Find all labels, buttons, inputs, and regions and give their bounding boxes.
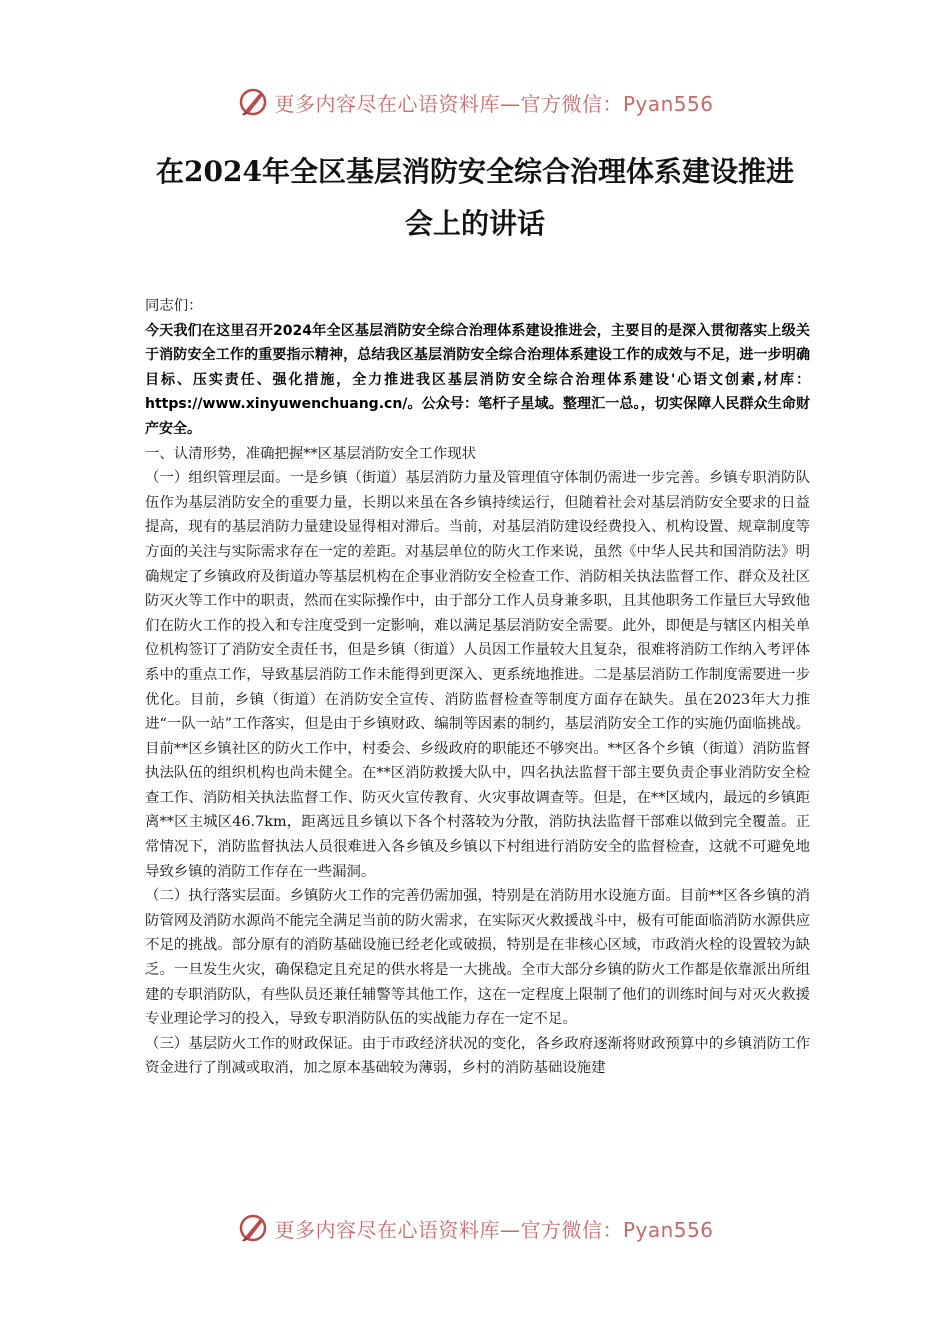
header-watermark-banner	[0, 82, 950, 122]
document-title	[120, 146, 830, 250]
intro-paragraph: 今天我们在这里召开2024年全区基层消防安全综合治理体系建设推进会，主要目的是深入贯彻落实上级关于消防安全工作的重要指示精神，总结我区基层消防安全综合治理体系建设工作的成效与不足，进一步明确目标、压实责任、强化措施，全力推进我区基层消防安全综合治理体系建设'心语文创素,材库：https://www.xinyuwenchuang.cn/。公众号：笔杆子星域。整理汇一总。，切实保障人民群众生命财产安全。	[145, 322, 810, 437]
footer-watermark-banner	[0, 1208, 950, 1248]
title-line-2: 会上的讲话	[404, 207, 545, 240]
watermark-text: 更多内容尽在心语资料库—官方微信：Pyan556	[274, 1217, 714, 1242]
watermark-text: 更多内容尽在心语资料库—官方微信：Pyan556	[274, 91, 714, 116]
title-line-1: 在2024年全区基层消防安全综合治理体系建设推进	[156, 155, 794, 188]
section-heading: 一、认清形势，准确把握**区基层消防安全工作现状	[145, 445, 476, 462]
body-paragraph: （三）基层防火工作的财政保证。由于市政经济状况的变化，各乡政府逐渐将财政预算中的乡镇消防工作资金进行了削减或取消，加之原本基础较为薄弱，乡村的消防基础设施建	[145, 1035, 810, 1077]
brush-logo-icon	[236, 85, 270, 119]
body-paragraph: （二）执行落实层面。乡镇防火工作的完善仍需加强，特别是在消防用水设施方面。目前**区各乡镇的消防管网及消防水源尚不能完全满足当前的防火需求，在实际灭火救援战斗中，极有可能面临消防水源供应不足的挑战。部分原有的消防基础设施已经老化或破损，特别是在非核心区域，市政消火栓的设置较为缺乏。一旦发生火灾，确保稳定且充足的供水将是一大挑战。全市大部分乡镇的防火工作都是依靠派出所组建的专职消防队，有些队员还兼任辅警等其他工作，这在一定程度上限制了他们的训练时间与对灭火救援专业理论学习的投入，导致专职消防队伍的实战能力存在一定不足。	[145, 888, 810, 1028]
salutation: 同志们：	[145, 298, 203, 314]
body-paragraph: （一）组织管理层面。一是乡镇（街道）基层消防力量及管理值守体制仍需进一步完善。乡镇专职消防队伍作为基层消防安全的重要力量，长期以来虽在各乡镇持续运行，但随着社会对基层消防安全要求的日益提高，现有的基层消防力量建设显得相对滞后。当前，对基层消防建设经费投入、机构设置、规章制度等方面的关注与实际需求存在一定的差距。对基层单位的防火工作来说，虽然《中华人民共和国消防法》明确规定了乡镇政府及街道办等基层机构在企事业消防安全检查工作、消防相关执法监督工作、群众及社区防灭火等工作中的职责，然而在实际操作中，由于部分工作人员身兼多职，且其他职务工作量巨大导致他们在防火工作的投入和专注度受到一定影响，难以满足基层消防安全需要。此外，即便是与辖区内相关单位机构签订了消防安全责任书，但是乡镇（街道）人员因工作量较大且复杂，很难将消防工作纳入考评体系中的重点工作，导致基层消防工作未能得到更深入、更系统地推进。二是基层消防工作制度需要进一步优化。目前，乡镇（街道）在消防安全宣传、消防监督检查等制度方面存在缺失。虽在2023年大力推进“一队一站”工作落实，但是由于乡镇财政、编制等因素的制约，基层消防安全工作的实施仍面临挑战。目前**区乡镇社区的防火工作中，村委会、乡级政府的职能还不够突出。**区各个乡镇（街道）消防监督执法队伍的组织机构也尚未健全。在**区消防救援大队中，四名执法监督干部主要负责企事业消防安全检查工作、消防相关执法监督工作、防灭火宣传教育、火灾事故调查等。但是，在**区域内，最远的乡镇距离**区主城区46.7km，距离远且乡镇以下各个村落较为分散，消防执法监督干部难以做到完全覆盖。正常情况下，消防监督执法人员很难进入各乡镇及乡镇以下村组进行消防安全的监督检查，这就不可避免地导致乡镇的消防工作存在一些漏洞。	[145, 470, 810, 880]
brush-logo-icon	[236, 1211, 270, 1245]
document-body	[145, 294, 810, 1081]
